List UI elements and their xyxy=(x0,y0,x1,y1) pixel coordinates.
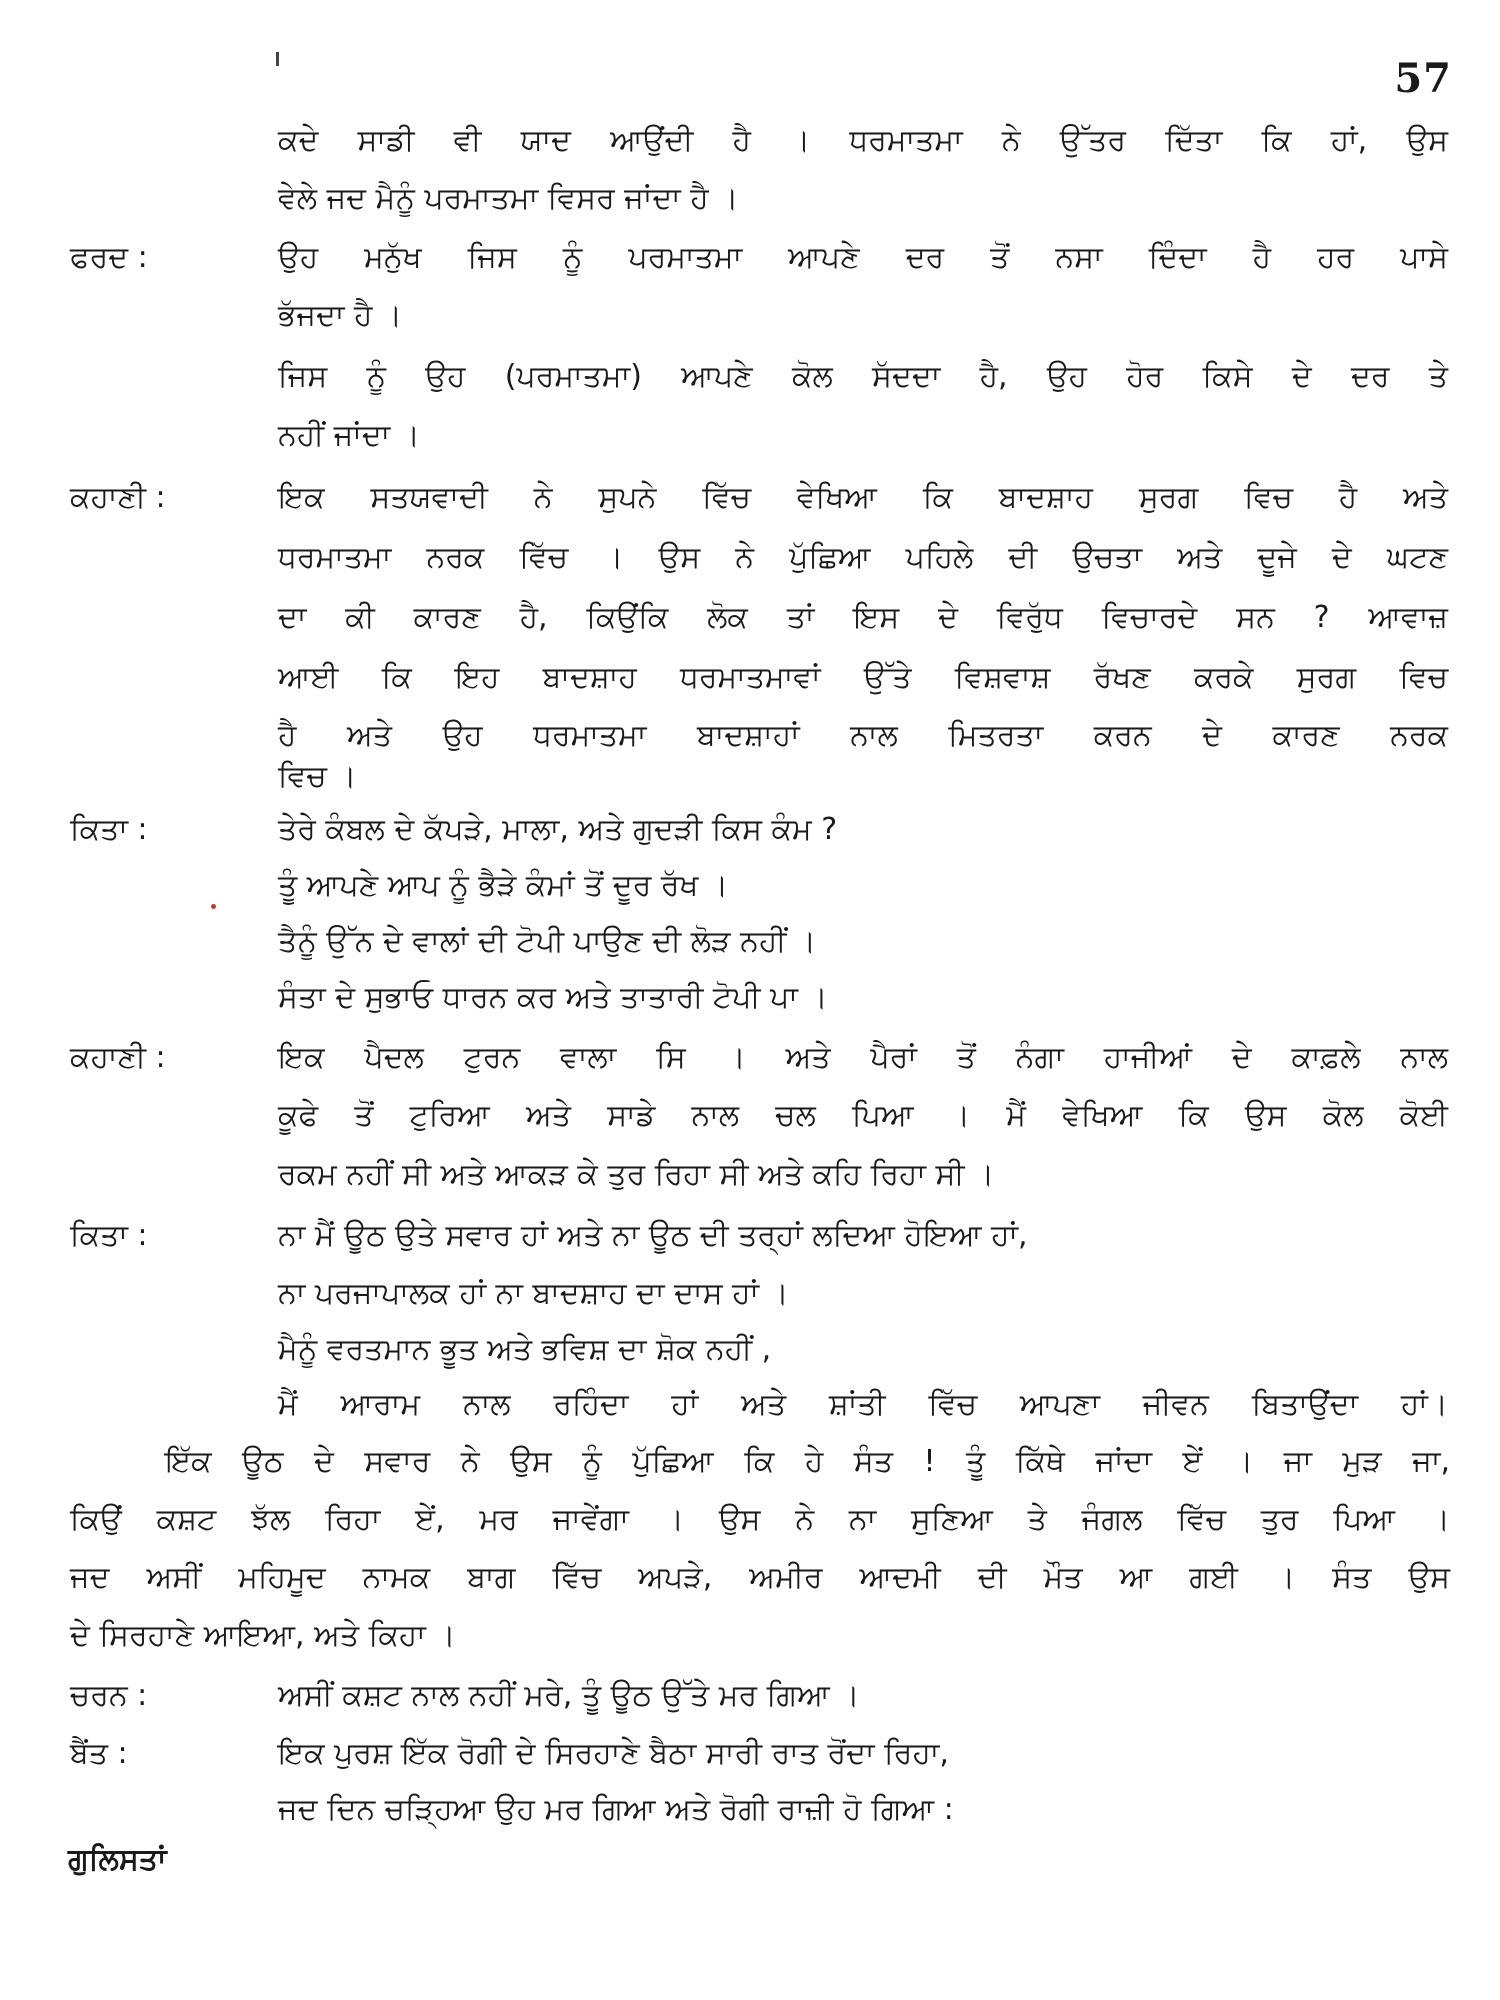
text-line: ਕੂਫੇ ਤੋਂ ਟੁਰਿਆ ਅਤੇ ਸਾਡੇ ਨਾਲ ਚਲ ਪਿਆ । ਮੈਂ ਵੇਖਿਆ ਕਿ ਉਸ ਕੋਲ ਕੋਈ xyxy=(278,1098,1448,1133)
text-line: ਭੱਜਦਾ ਹੈ । xyxy=(278,298,403,333)
text-line: ਰਕਮ ਨਹੀਂ ਸੀ ਅਤੇ ਆਕੜ ਕੇ ਤੁਰ ਰਿਹਾ ਸੀ ਅਤੇ ਕਹਿ ਰਿਹਾ ਸੀ । xyxy=(278,1157,995,1192)
page-number: 57 xyxy=(1394,55,1452,102)
text-line: ਨਹੀਂ ਜਾਂਦਾ । xyxy=(278,418,421,453)
text-line: ਕਿਉਂ ਕਸ਼ਟ ਝੱਲ ਰਿਹਾ ਏਂ, ਮਰ ਜਾਵੇਂਗਾ । ਉਸ ਨੇ ਨਾ ਸੁਣਿਆ ਤੇ ਜੰਗਲ ਵਿੱਚ ਤੁਰ ਪਿਆ । xyxy=(70,1502,1450,1537)
section-label: ਫਰਦ : xyxy=(70,240,148,275)
text-line: ਸੰਤਾ ਦੇ ਸੁਭਾਓ ਧਾਰਨ ਕਰ ਅਤੇ ਤਾਤਾਰੀ ਟੋਪੀ ਪਾ । xyxy=(278,980,828,1015)
section-label: ਕਿਤਾ : xyxy=(70,1218,148,1253)
section-label: ਬੈਂਤ : xyxy=(70,1736,128,1771)
text-line: ਇਕ ਪੈਦਲ ਟੁਰਨ ਵਾਲਾ ਸਿ । ਅਤੇ ਪੈਰਾਂ ਤੋਂ ਨੰਗਾ ਹਾਜੀਆਂ ਦੇ ਕਾਫ਼ਲੇ ਨਾਲ xyxy=(278,1040,1448,1075)
text-line: ਆਈ ਕਿ ਇਹ ਬਾਦਸ਼ਾਹ ਧਰਮਾਤਮਾਵਾਂ ਉੱਤੇ ਵਿਸ਼ਵਾਸ਼ ਰੱਖਣ ਕਰਕੇ ਸੁਰਗ ਵਿਚ xyxy=(278,660,1448,695)
section-label: ਕਹਾਣੀ : xyxy=(70,480,166,515)
text-line: ਨਾ ਮੈਂ ਊਠ ਉਤੇ ਸਵਾਰ ਹਾਂ ਅਤੇ ਨਾ ਊਠ ਦੀ ਤਰ੍ਹਾਂ ਲਦਿਆ ਹੋਇਆ ਹਾਂ, xyxy=(278,1218,1028,1253)
text-line: ਉਹ ਮਨੁੱਖ ਜਿਸ ਨੂੰ ਪਰਮਾਤਮਾ ਆਪਣੇ ਦਰ ਤੋਂ ਨਸਾ ਦਿੰਦਾ ਹੈ ਹਰ ਪਾਸੇ xyxy=(278,240,1448,275)
section-label: ਚਰਨ : xyxy=(70,1678,148,1713)
section-label: ਕਹਾਣੀ : xyxy=(70,1040,166,1075)
text-line: ਇਕ ਪੁਰਸ਼ ਇੱਕ ਰੋਗੀ ਦੇ ਸਿਰਹਾਣੇ ਬੈਠਾ ਸਾਰੀ ਰਾਤ ਰੋਂਦਾ ਰਿਹਾ, xyxy=(278,1736,949,1771)
text-line: ਇੱਕ ਊਠ ਦੇ ਸਵਾਰ ਨੇ ਉਸ ਨੂੰ ਪੁੱਛਿਆ ਕਿ ਹੇ ਸੰਤ ! ਤੂੰ ਕਿੱਥੇ ਜਾਂਦਾ ਏਂ । ਜਾ ਮੁੜ ਜਾ, xyxy=(165,1444,1450,1479)
text-line: ਧਰਮਾਤਮਾ ਨਰਕ ਵਿੱਚ । ਉਸ ਨੇ ਪੁੱਛਿਆ ਪਹਿਲੇ ਦੀ ਉਚਤਾ ਅਤੇ ਦੂਜੇ ਦੇ ਘਟਣ xyxy=(278,540,1448,575)
scan-mark xyxy=(276,52,279,66)
text-line: ਅਸੀਂ ਕਸ਼ਟ ਨਾਲ ਨਹੀਂ ਮਰੇ, ਤੂੰ ਊਠ ਉੱਤੇ ਮਰ ਗਿਆ । xyxy=(278,1678,860,1713)
text-line: ਮੈਨੂੰ ਵਰਤਮਾਨ ਭੂਤ ਅਤੇ ਭਵਿਸ਼ ਦਾ ਸ਼ੋਕ ਨਹੀਂ , xyxy=(278,1332,772,1367)
text-line: ਤੂੰ ਆਪਣੇ ਆਪ ਨੂੰ ਭੈੜੇ ਕੰਮਾਂ ਤੋਂ ਦੂਰ ਰੱਖ । xyxy=(278,868,729,903)
scan-mark xyxy=(211,904,216,909)
text-line: ਤੇਰੇ ਕੰਬਲ ਦੇ ਕੱਪੜੇ, ਮਾਲਾ, ਅਤੇ ਗੁਦੜੀ ਕਿਸ ਕੰਮ ? xyxy=(278,812,838,847)
text-line: ਤੈਨੂੰ ਉੱਨ ਦੇ ਵਾਲਾਂ ਦੀ ਟੋਪੀ ਪਾਉਣ ਦੀ ਲੋੜ ਨਹੀਂ । xyxy=(278,924,817,959)
text-line: ਇਕ ਸਤਯਵਾਦੀ ਨੇ ਸੁਪਨੇ ਵਿੱਚ ਵੇਖਿਆ ਕਿ ਬਾਦਸ਼ਾਹ ਸੁਰਗ ਵਿਚ ਹੈ ਅਤੇ xyxy=(278,480,1448,515)
text-line: ਜਦ ਅਸੀਂ ਮਹਿਮੂਦ ਨਾਮਕ ਬਾਗ ਵਿੱਚ ਅਪੜੇ, ਅਮੀਰ ਆਦਮੀ ਦੀ ਮੌਤ ਆ ਗਈ । ਸੰਤ ਉਸ xyxy=(70,1560,1450,1595)
source-label: ਗੁਲਿਸਤਾਂ xyxy=(68,1842,167,1877)
text-line: ਦਾ ਕੀ ਕਾਰਣ ਹੈ, ਕਿਉਂਕਿ ਲੋਕ ਤਾਂ ਇਸ ਦੇ ਵਿਰੁੱਧ ਵਿਚਾਰਦੇ ਸਨ ? ਆਵਾਜ਼ xyxy=(278,600,1448,635)
text-line: ਜਿਸ ਨੂੰ ਉਹ (ਪਰਮਾਤਮਾ) ਆਪਣੇ ਕੋਲ ਸੱਦਦਾ ਹੈ, ਉਹ ਹੋਰ ਕਿਸੇ ਦੇ ਦਰ ਤੇ xyxy=(278,359,1448,394)
text-line: ਕਦੇ ਸਾਡੀ ਵੀ ਯਾਦ ਆਉਂਦੀ ਹੈ । ਧਰਮਾਤਮਾ ਨੇ ਉੱਤਰ ਦਿੱਤਾ ਕਿ ਹਾਂ, ਉਸ xyxy=(278,123,1448,158)
text-line: ਮੈਂ ਆਰਾਮ ਨਾਲ ਰਹਿੰਦਾ ਹਾਂ ਅਤੇ ਸ਼ਾਂਤੀ ਵਿੱਚ ਆਪਣਾ ਜੀਵਨ ਬਿਤਾਉਂਦਾ ਹਾਂ। xyxy=(278,1387,1448,1422)
text-line: ਨਾ ਪਰਜਾਪਾਲਕ ਹਾਂ ਨਾ ਬਾਦਸ਼ਾਹ ਦਾ ਦਾਸ ਹਾਂ । xyxy=(278,1276,789,1311)
text-line: ਹੈ ਅਤੇ ਉਹ ਧਰਮਾਤਮਾ ਬਾਦਸ਼ਾਹਾਂ ਨਾਲ ਮਿਤਰਤਾ ਕਰਨ ਦੇ ਕਾਰਣ ਨਰਕ xyxy=(278,718,1448,753)
text-line: ਵੇਲੇ ਜਦ ਮੈਨੂੰ ਪਰਮਾਤਮਾ ਵਿਸਰ ਜਾਂਦਾ ਹੈ । xyxy=(278,181,739,216)
text-line: ਦੇ ਸਿਰਹਾਣੇ ਆਇਆ, ਅਤੇ ਕਿਹਾ । xyxy=(70,1618,456,1653)
section-label: ਕਿਤਾ : xyxy=(70,812,148,847)
text-line: ਜਦ ਦਿਨ ਚੜ੍ਹਿਆ ਉਹ ਮਰ ਗਿਆ ਅਤੇ ਰੋਗੀ ਰਾਜ਼ੀ ਹੋ ਗਿਆ : xyxy=(278,1792,954,1827)
text-line: ਵਿਚ । xyxy=(278,759,357,794)
